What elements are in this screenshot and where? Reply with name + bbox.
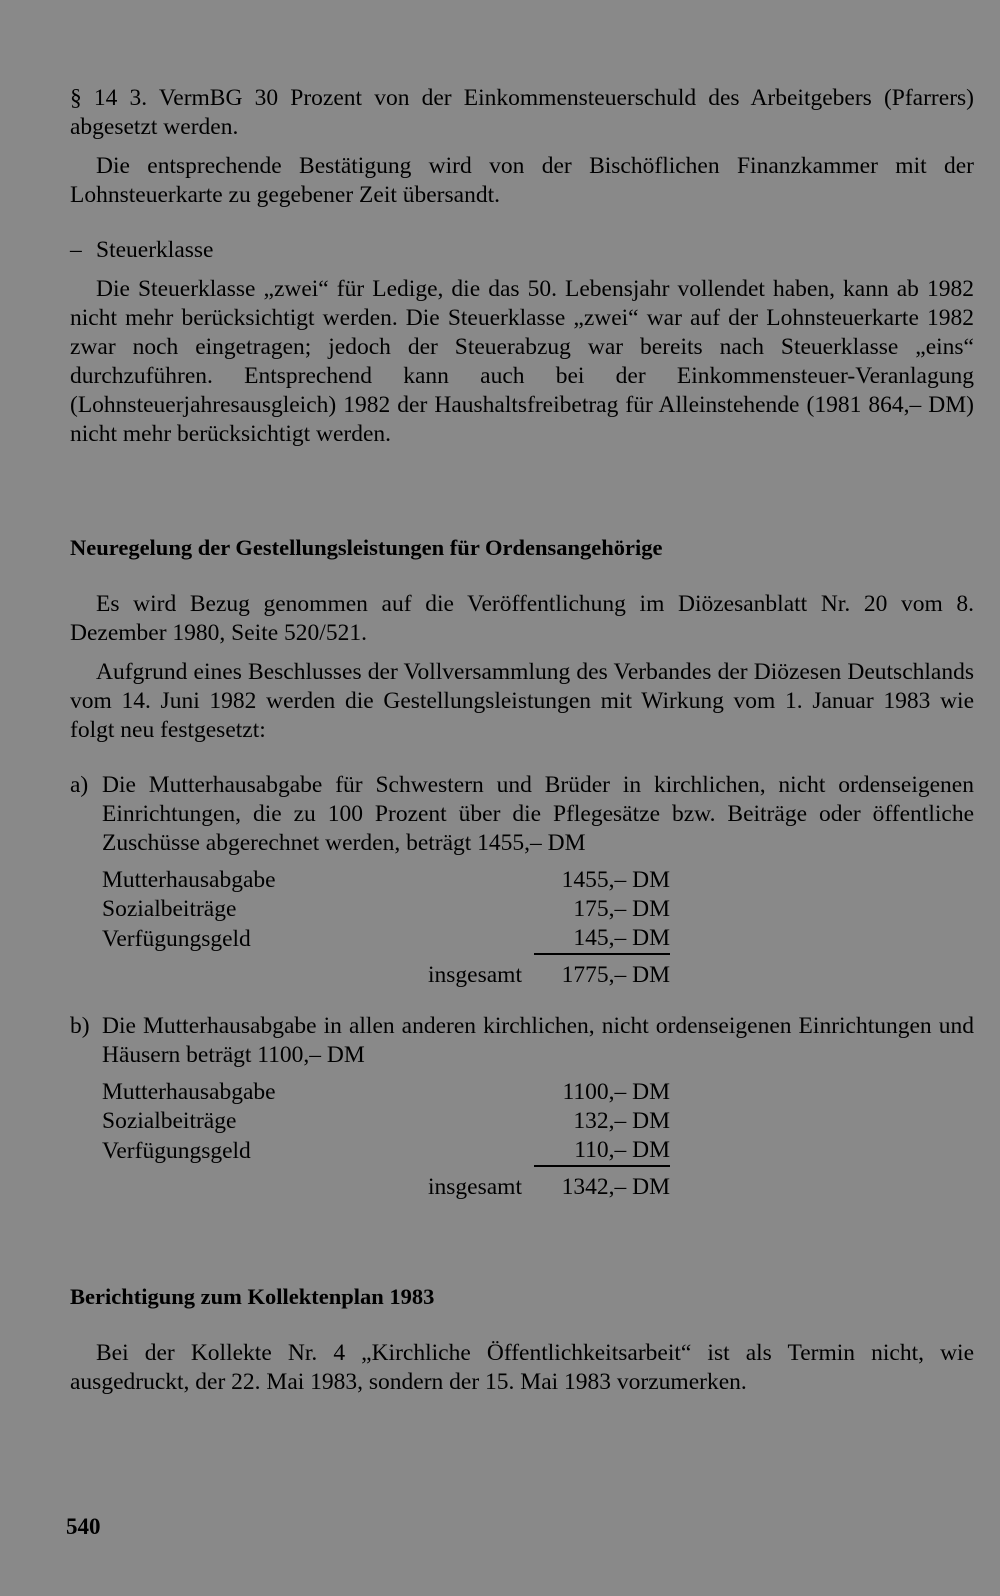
- item-text: Die Mutterhausabgabe für Schwestern und Brüder in kirchlichen, nicht ordenseigenen Einrichtungen, die zu 100 Prozent über die Pflegesätze bzw. Beiträge oder öffentliche Zuschüsse abgerechnet werden, beträgt 1455,– DM: [102, 772, 974, 856]
- row-name: Verfügungsgeld: [102, 1137, 251, 1164]
- row-value: 145,– DM: [534, 924, 670, 954]
- steuerklasse-subheading: [70, 236, 974, 265]
- total-label: insgesamt: [428, 1173, 522, 1200]
- reference-paragraph: Es wird Bezug genommen auf die Veröffentlichung im Diözesanblatt Nr. 20 vom 8. Dezember 1980, Seite 520/521.: [70, 591, 974, 646]
- total-value: 1342,– DM: [561, 1174, 670, 1200]
- table-row: [102, 895, 670, 924]
- decision-paragraph: Aufgrund eines Beschlusses der Vollversammlung des Verbandes der Diözesen Deutschlands vom 14. Juni 1982 werden die Gestellungsleistungen mit Wirkung vom 1. Januar 1983 wie folgt neu festgesetzt:: [70, 659, 974, 743]
- page-number: 540: [66, 1514, 101, 1539]
- table-row: [102, 866, 670, 895]
- row-name: Verfügungsgeld: [102, 925, 251, 952]
- row-value: 175,– DM: [573, 896, 670, 922]
- table-row: [102, 1136, 670, 1166]
- row-value: 110,– DM: [534, 1136, 670, 1166]
- row-name: Sozialbeiträge: [102, 896, 237, 922]
- table-row: [102, 924, 670, 954]
- row-name: Mutterhausabgabe: [102, 1079, 276, 1105]
- total-row: [102, 1166, 670, 1202]
- steuerklasse-paragraph: Die Steuerklasse „zwei“ für Ledige, die das 50. Lebensjahr vollendet haben, kann ab 1982 nicht mehr berücksichtigt werden. Die Steuerklasse „zwei“ war auf der Lohnsteuerkarte 1982 zwar noch eingetragen; jedoch der Steuerabzug war bereits nach Steuerklasse „eins“ durchzuführen. Entsprechend kann auch bei der Einkommensteuer-Veranlagung (Lohnsteuerjahresausgleich) 1982 der Haushaltsfreibetrag für Alleinstehende (1981 864,– DM) nicht mehr berücksichtigt werden.: [70, 276, 974, 447]
- document-page: [70, 84, 974, 1397]
- section-heading-gestellung: Neuregelung der Gestellungsleistungen für Ordensangehörige: [70, 535, 663, 560]
- row-value: 1455,– DM: [561, 867, 670, 893]
- item-text: Die Mutterhausabgabe in allen anderen kirchlichen, nicht ordenseigenen Einrichtungen und Häusern beträgt 1100,– DM: [102, 1013, 974, 1068]
- table-row: [102, 1078, 670, 1107]
- item-label: a): [70, 772, 89, 798]
- correction-paragraph: Bei der Kollekte Nr. 4 „Kirchliche Öffentlichkeitsarbeit“ ist als Termin nicht, wie ausgedruckt, der 22. Mai 1983, sondern der 15. Mai 1983 vorzumerken.: [70, 1340, 974, 1395]
- total-value: 1775,– DM: [561, 962, 670, 988]
- row-value: 1100,– DM: [562, 1079, 670, 1105]
- vermbg-paragraph: § 14 3. VermBG 30 Prozent von der Einkommensteuerschuld des Arbeitgebers (Pfarrers) abgesetzt werden.: [70, 85, 974, 140]
- total-label: insgesamt: [428, 961, 522, 988]
- table-row: [102, 1107, 670, 1136]
- row-value: 132,– DM: [573, 1108, 670, 1134]
- total-row: [102, 954, 670, 990]
- amount-table-a: [102, 866, 670, 990]
- row-name: Sozialbeiträge: [102, 1108, 237, 1134]
- subheading-text: Steuerklasse: [96, 237, 214, 263]
- amount-table-b: [102, 1078, 670, 1202]
- item-label: b): [70, 1013, 90, 1039]
- section-heading-kollektenplan: Berichtigung zum Kollektenplan 1983: [70, 1284, 435, 1309]
- row-name: Mutterhausabgabe: [102, 867, 276, 893]
- confirmation-paragraph: Die entsprechende Bestätigung wird von der Bischöflichen Finanzkammer mit der Lohnsteuerkarte zu gegebener Zeit übersandt.: [70, 153, 974, 208]
- dash-mark: –: [70, 237, 82, 263]
- list-item-b: [70, 1012, 974, 1070]
- list-item-a: [70, 771, 974, 858]
